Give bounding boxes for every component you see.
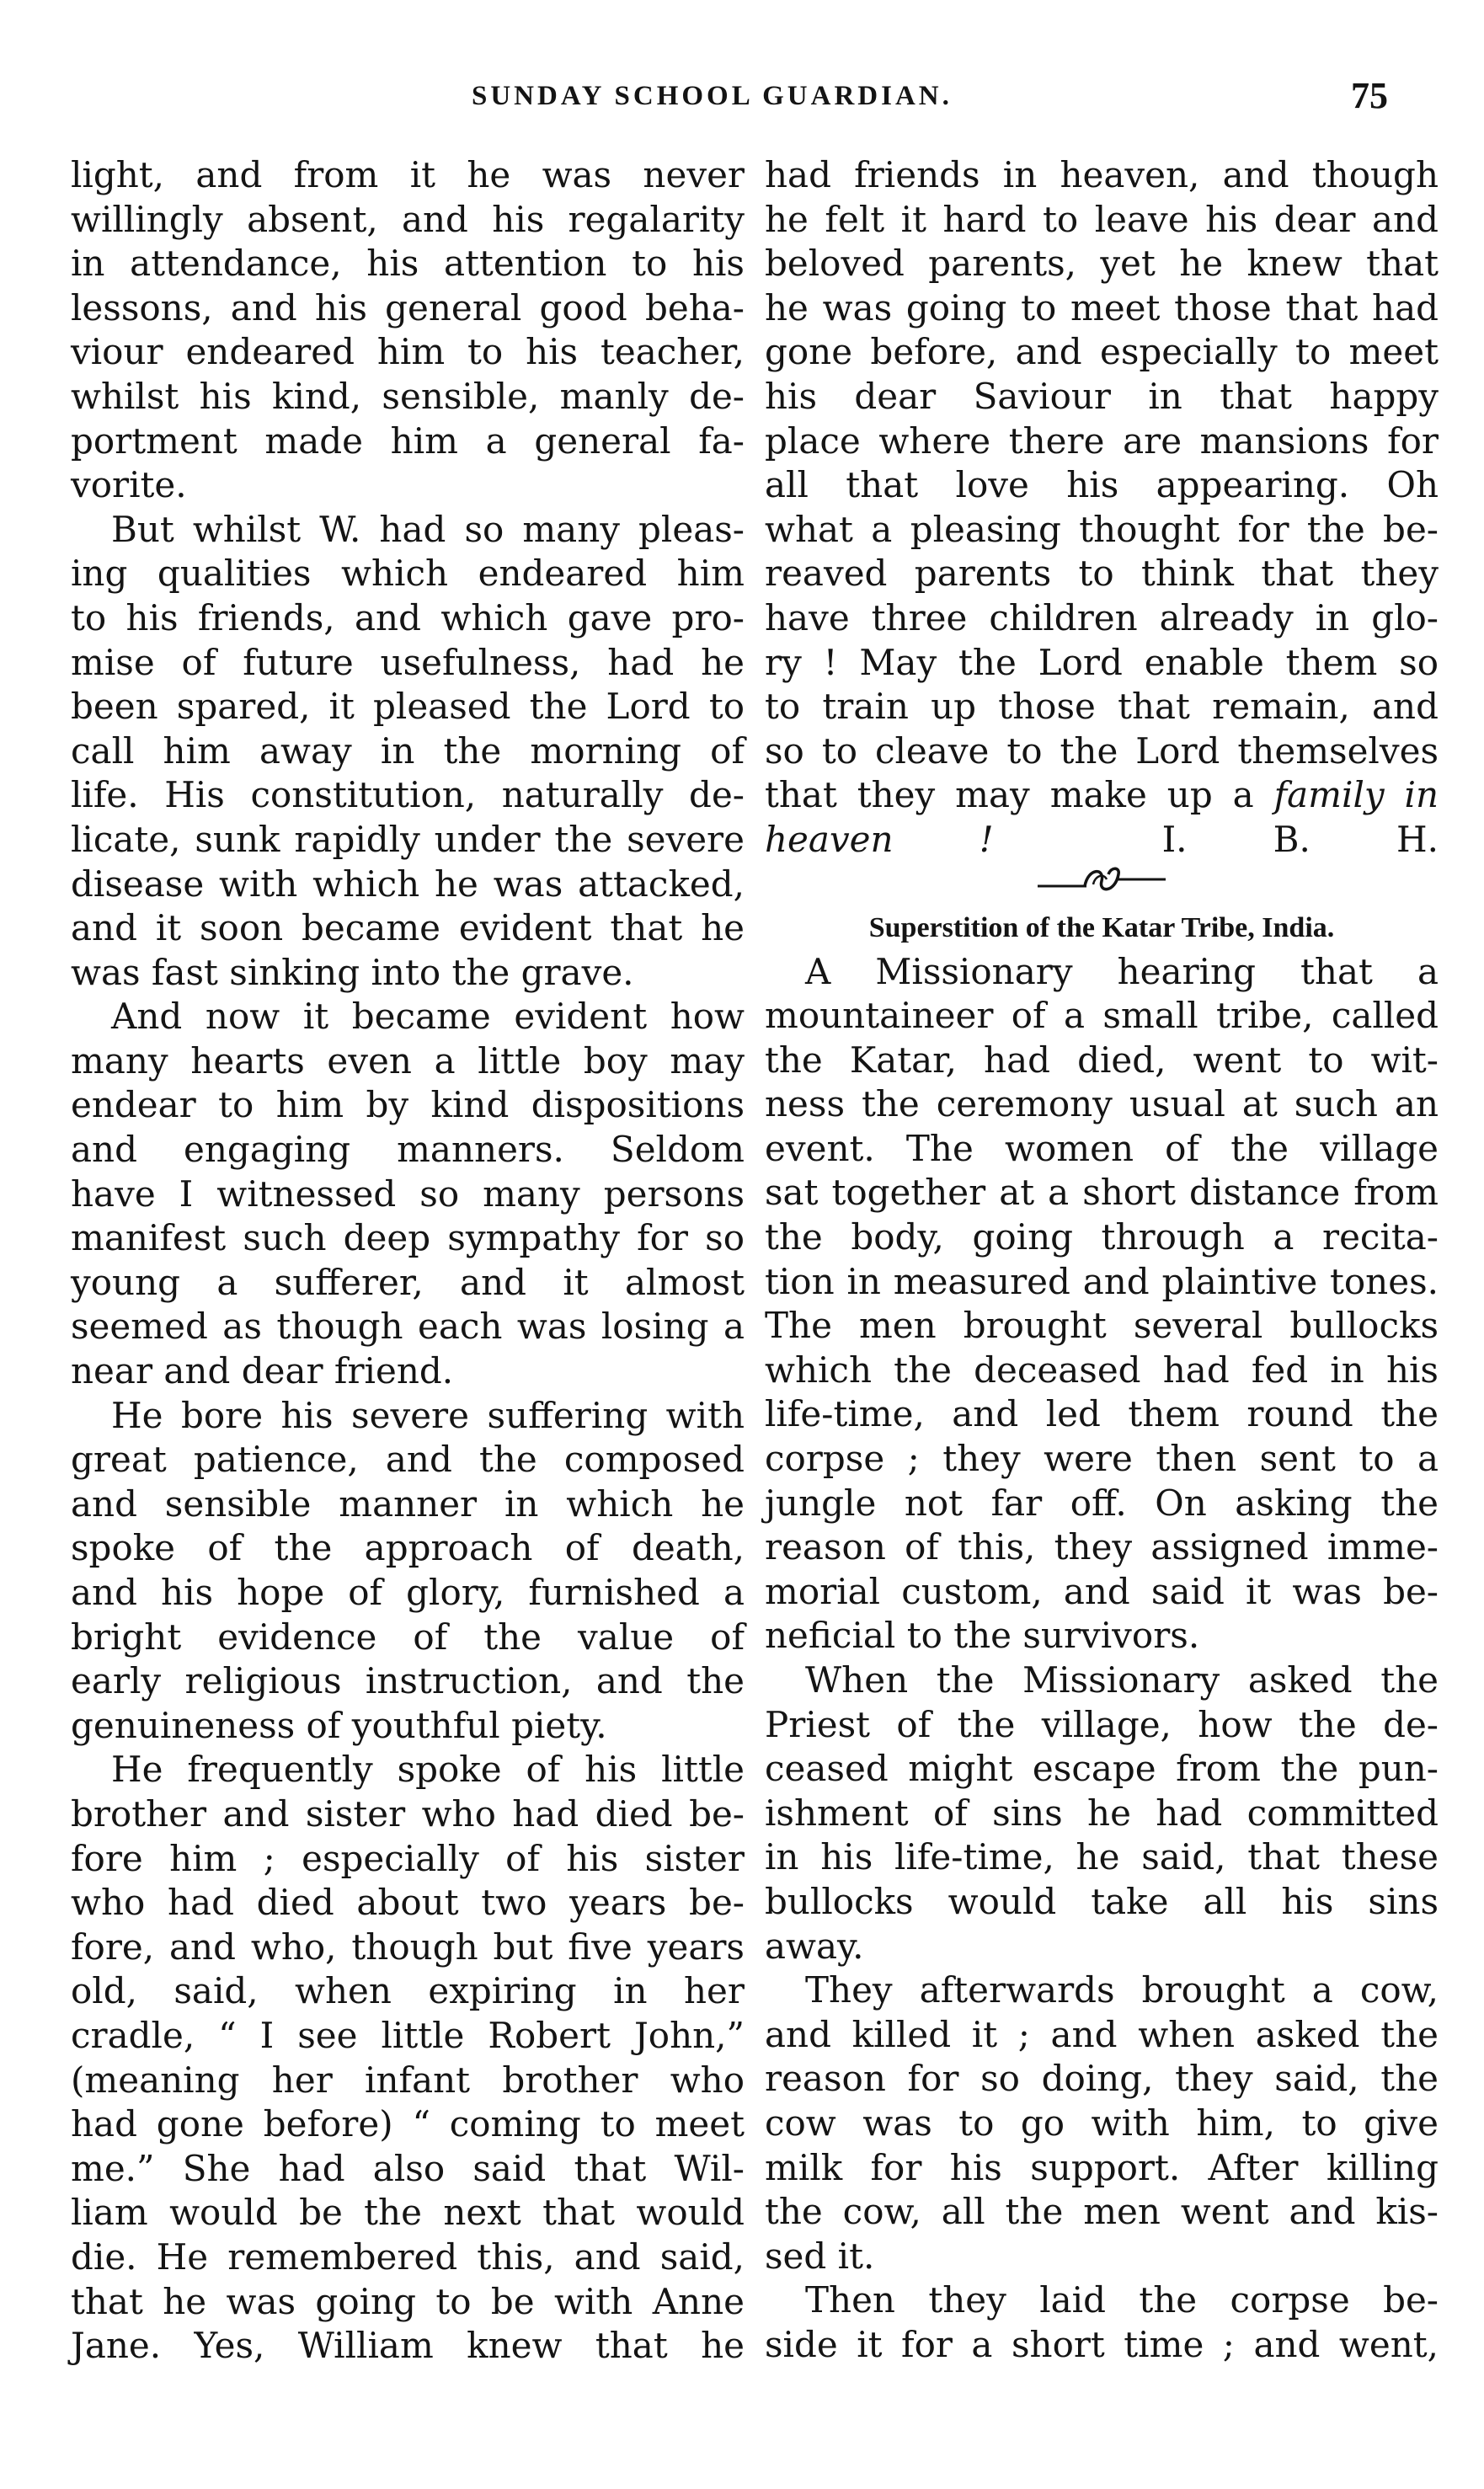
text-line: in attendance, his attention to his — [71, 243, 745, 285]
text-line: sat together at a short distance from — [765, 1172, 1439, 1214]
text-line: light, and from it he was never — [71, 154, 745, 195]
text-line: early religious instruction, and the — [71, 1660, 745, 1702]
text-line: all that love his appearing. Oh — [765, 464, 1439, 506]
text-line: and sensible manner in which he — [71, 1482, 745, 1525]
left-column — [71, 153, 745, 2369]
text-line: mountaineer of a small tribe, called — [765, 995, 1439, 1037]
text-line: ing qualities which endeared him — [71, 553, 745, 595]
text-line: reason of this, they assigned imme- — [765, 1526, 1439, 1568]
text-line: ness the ceremony usual at such an — [765, 1083, 1439, 1125]
text-line: beloved parents, yet he knew that — [765, 243, 1439, 285]
text-line: call him away in the morning of — [71, 729, 745, 772]
italic-phrase: heaven ! — [765, 818, 994, 860]
text-line: young a sufferer, and it almost — [71, 1261, 745, 1303]
text-line: reason for so doing, they said, the — [765, 2058, 1439, 2100]
text-line: had friends in heaven, and though — [765, 154, 1439, 195]
text-line: (meaning her infant brother who — [71, 2059, 745, 2101]
flourish-icon — [1034, 863, 1169, 896]
text-line: ry ! May the Lord enable them so — [765, 641, 1439, 683]
text-line: milk for his support. After killing — [765, 2146, 1439, 2188]
running-title: SUNDAY SCHOOL GUARDIAN. — [472, 81, 953, 111]
text-line: When the Missionary asked the — [805, 1659, 1439, 1701]
text-line: in his life-time, he said, that these — [765, 1836, 1439, 1878]
text-line: so to cleave to the Lord themselves — [765, 729, 1439, 772]
text-line: life. His constitution, naturally de- — [71, 774, 745, 816]
text-line: liam would be the next that would — [71, 2192, 745, 2234]
text-line: mise of future usefulness, had he — [71, 641, 745, 683]
text-line: his dear Saviour in that happy — [765, 375, 1439, 417]
text-line: ishment of sins he had committed — [765, 1792, 1439, 1834]
text-line: jungle not far off. On asking the — [765, 1482, 1439, 1524]
section-heading: Superstition of the Katar Tribe, India. — [868, 911, 1335, 943]
text-line: had gone before) “ coming to meet — [71, 2103, 745, 2145]
text-line: which the deceased had fed in his — [765, 1349, 1439, 1391]
text-line: the body, going through a recita- — [765, 1216, 1439, 1258]
text-line: and engaging manners. Seldom — [71, 1129, 745, 1171]
text-line: A Missionary hearing that a — [805, 950, 1439, 992]
text-fragment: that they may make up a — [765, 774, 1254, 816]
text-line: portment made him a general fa- — [71, 419, 745, 462]
text-line: the Katar, had died, went to wit- — [765, 1039, 1439, 1081]
text-line: place where there are mansions for — [765, 419, 1439, 462]
text-line: have three children already in glo- — [765, 596, 1439, 638]
text-line: cradle, “ I see little Robert John,” — [71, 2014, 745, 2056]
text-line: corpse ; they were then sent to a — [765, 1438, 1439, 1480]
text-line: bullocks would take all his sins — [765, 1880, 1439, 1922]
text-line: brother and sister who had died be- — [71, 1792, 745, 1835]
text-line: He frequently spoke of his little — [111, 1749, 745, 1791]
signature: I. B. H. — [1161, 818, 1439, 860]
text-line: The men brought several bullocks — [765, 1305, 1439, 1347]
text-line: licate, sunk rapidly under the severe — [71, 818, 745, 860]
text-line: and his hope of glory, furnished a — [71, 1572, 745, 1613]
text-line: many hearts even a little boy may — [71, 1039, 745, 1082]
text-line: Then they laid the corpse be- — [805, 2279, 1439, 2321]
text-line: morial custom, and said it was be- — [765, 1570, 1439, 1612]
text-line: They afterwards brought a cow, — [805, 1969, 1439, 2011]
text-line: willingly absent, and his regalarity — [71, 198, 745, 240]
text-line: near and dear friend. — [71, 1350, 454, 1392]
text-line: great patience, and the composed — [71, 1439, 745, 1481]
right-column — [765, 153, 1439, 2368]
text-line: have I witnessed so many persons — [71, 1172, 745, 1215]
text-line: manifest such deep sympathy for so — [71, 1217, 745, 1259]
text-line: Jane. Yes, William knew that he — [71, 2325, 745, 2367]
text-line: me.” She had also said that Wil- — [71, 2147, 745, 2189]
text-line: was fast sinking into the grave. — [71, 951, 634, 993]
text-line: and killed it ; and when asked the — [765, 2013, 1439, 2055]
text-line: vorite. — [71, 464, 187, 506]
text-line: who had died about two years be- — [71, 1882, 745, 1924]
text-line: Priest of the village, how the de- — [765, 1703, 1439, 1745]
text-line: neficial to the survivors. — [765, 1615, 1200, 1657]
signature-line — [765, 818, 1439, 863]
text-line: life-time, and led them round the — [765, 1393, 1439, 1435]
text-line: seemed as though each was losing a — [71, 1306, 745, 1348]
text-line: fore him ; especially of his sister — [71, 1837, 745, 1879]
text-line: reaved parents to think that they — [765, 553, 1439, 595]
text-line: fore, and who, though but five years — [71, 1926, 745, 1968]
text-line: die. He remembered this, and said, — [71, 2235, 745, 2278]
text-line: old, said, when expiring in her — [71, 1970, 745, 2012]
text-line: gone before, and especially to meet — [765, 331, 1439, 373]
text-line: to his friends, and which gave pro- — [71, 596, 745, 638]
text-line: genuineness of youthful piety. — [71, 1704, 607, 1746]
text-line: endear to him by kind dispositions — [71, 1084, 745, 1126]
text-line: been spared, it pleased the Lord to — [71, 686, 745, 728]
text-line: bright evidence of the value of — [71, 1616, 745, 1658]
text-line: he felt it hard to leave his dear and — [765, 198, 1439, 240]
text-line: spoke of the approach of death, — [71, 1527, 745, 1569]
italic-phrase: family in — [1273, 774, 1439, 816]
text-line-with-italic — [765, 773, 1439, 818]
text-line: disease with which he was attacked, — [71, 863, 745, 905]
text-line: away. — [765, 1925, 864, 1967]
text-line: he was going to meet those that had — [765, 286, 1439, 328]
ornament-divider — [765, 863, 1439, 906]
text-line: to train up those that remain, and — [765, 686, 1439, 728]
text-line: tion in measured and plaintive tones. — [765, 1260, 1439, 1302]
text-line: cow was to go with him, to give — [765, 2102, 1439, 2144]
text-line: But whilst W. had so many pleas- — [111, 508, 745, 550]
text-line: sed it. — [765, 2235, 875, 2277]
text-line: event. The women of the village — [765, 1127, 1439, 1169]
text-line: and it soon became evident that he — [71, 907, 745, 949]
text-line: He bore his severe suffering with — [111, 1394, 745, 1436]
text-line: the cow, all the men went and kis- — [765, 2191, 1439, 2233]
text-line: whilst his kind, sensible, manly de- — [71, 375, 745, 417]
text-line: side it for a short time ; and went, — [765, 2323, 1439, 2365]
text-line: lessons, and his general good beha- — [71, 286, 745, 328]
text-line: ceased might escape from the pun- — [765, 1748, 1439, 1790]
page-number: 75 — [1351, 75, 1388, 116]
text-line: that he was going to be with Anne — [71, 2280, 745, 2322]
text-line: viour endeared him to his teacher, — [71, 331, 745, 373]
text-line: what a pleasing thought for the be- — [765, 508, 1439, 550]
text-line: And now it became evident how — [111, 996, 745, 1038]
